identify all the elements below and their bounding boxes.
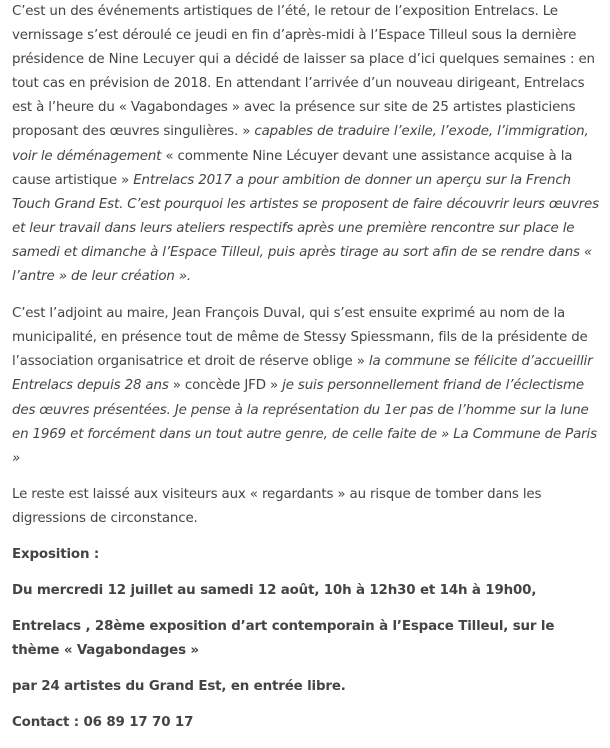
exposition-artists-text: par 24 artistes du Grand Est, en entrée libre. — [12, 679, 346, 695]
mayor-text-2: » concède JFD » — [168, 378, 283, 394]
article-paragraph-visitors: Le reste est laissé aux visiteurs aux « regardants » au risque de tomber dans les digressions de circonstance. — [12, 486, 542, 526]
exposition-label-text: Exposition : — [12, 546, 100, 562]
intro-quote-1: capables de traduire l’exile, l’exode, l’immigration, voir le déménagement — [12, 124, 589, 164]
article-body — [12, 0, 602, 748]
mayor-text-1: C’est l’adjoint au maire, Jean François Duval, qui s’est ensuite exprimé au nom de la municipalité, en présence tout de même de Stessy Spiessmann, fils de la présidente de l’association organisatrice et droit de réserve oblige » — [12, 306, 588, 370]
intro-text-2: « commente Nine Lécuyer devant une assistance acquise à la cause artistique » — [12, 148, 573, 188]
mayor-quote-2: je suis personnellement friand de l’éclectisme des œuvres présentées. Je pense à la représentation du 1er pas de l’homme sur la lune en 1969 et forcément dans un tout autre genre, de celle faite de » La Commune de Paris » — [12, 378, 597, 466]
exposition-label — [12, 543, 602, 567]
intro-quote-2: Entrelacs 2017 a pour ambition de donner un aperçu sur la French Touch Grand Est. C’est pourquoi les artistes se proposent de faire découvrir leurs œuvres et leur travail dans leurs ateliers respectifs après une première rencontre sur place le samedi et dimanche à l’Espace Tilleul, puis après tirage au sort afin de se rendre dans « l’antre » de leur création ». — [12, 172, 599, 285]
exposition-dates-text: Du mercredi 12 juillet au samedi 12 août, 10h à 12h30 et 14h à 19h00, — [12, 583, 537, 599]
exposition-artists — [12, 675, 602, 699]
mayor-quote-1: la commune se félicite d’accueillir Entrelacs depuis 28 ans — [12, 354, 593, 394]
article-paragraph-intro — [12, 0, 602, 289]
exposition-theme-text: Entrelacs , 28ème exposition d’art contemporain à l’Espace Tilleul, sur le thème « Vagabondages » — [12, 619, 555, 659]
intro-text-1: C’est un des événements artistiques de l’été, le retour de l’exposition Entrelacs. Le vernissage s’est déroulé ce jeudi en fin d’après-midi à l’Espace Tilleul sous la dernière présidence de Nine Lecuyer qui a décidé de laisser sa place d’ici quelques semaines : en tout cas en prévision de 2018. En attendant l’arrivée d’un nouveau dirigeant, Entrelacs est à l’heure du « Vagabondages » avec la présence sur site de 25 artistes plasticiens proposant des œuvres singulières. » — [12, 4, 595, 140]
exposition-contact-text: Contact : 06 89 17 70 17 — [12, 715, 194, 731]
exposition-theme — [12, 615, 602, 663]
exposition-contact — [12, 711, 602, 735]
exposition-dates — [12, 579, 602, 603]
article-paragraph-mayor — [12, 302, 602, 471]
